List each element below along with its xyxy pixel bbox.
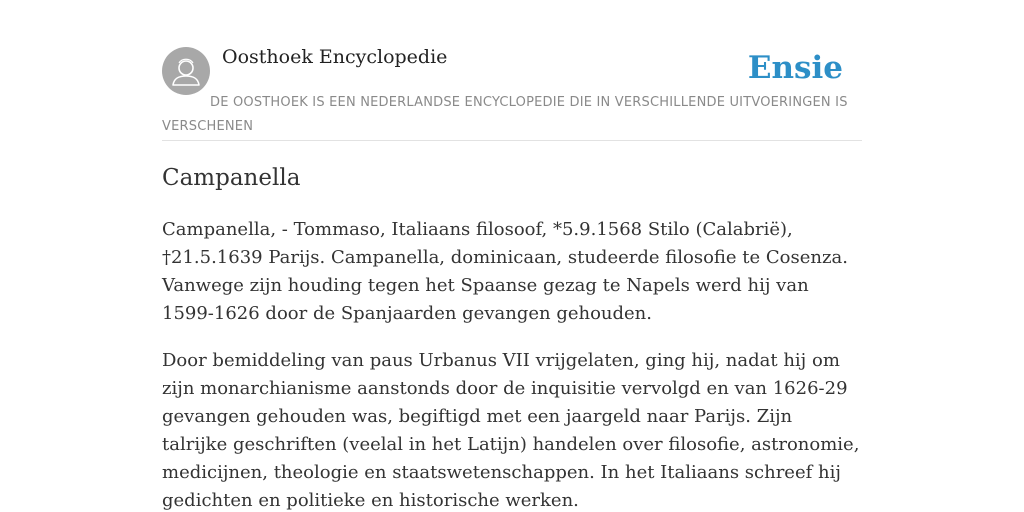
user-icon [162, 47, 210, 95]
site-tagline: DE OOSTHOEK IS EEN NEDERLANDSE ENCYCLOPEDIE DIE IN VERSCHILLENDE UITVOERINGEN IS VERSCHENEN [162, 95, 848, 134]
site-name[interactable]: Oosthoek Encyclopedie [222, 46, 448, 68]
author-avatar[interactable] [162, 47, 210, 95]
article-title: Campanella [162, 165, 301, 191]
article [162, 162, 862, 512]
brand-logo[interactable]: Ensie [747, 50, 843, 86]
article-paragraph-1: Campanella, - Tommaso, Italiaans filosoof, *5.9.1568 Stilo (Calabrië), †21.5.1639 Parijs. Campanella, dominicaan, studeerde filosofie te Cosenza. Vanwege zijn houding tegen het Spaanse gezag te Napels werd hij van 1599-1626 door de Spanjaarden gevangen gehouden. [162, 219, 848, 324]
article-paragraph-2: Door bemiddeling van paus Urbanus VII vrijgelaten, ging hij, nadat hij om zijn monarchianisme aanstonds door de inquisitie vervolgd en van 1626-29 gevangen gehouden was, begiftigd met een jaargeld naar Parijs. Zijn talrijke geschriften (veelal in het Latijn) handelen over filosofie, astronomie, medicijnen, theologie en staatswetenschappen. In het Italiaans schreef hij gedichten en politieke en historische werken. [162, 350, 860, 511]
page-header [162, 44, 862, 141]
